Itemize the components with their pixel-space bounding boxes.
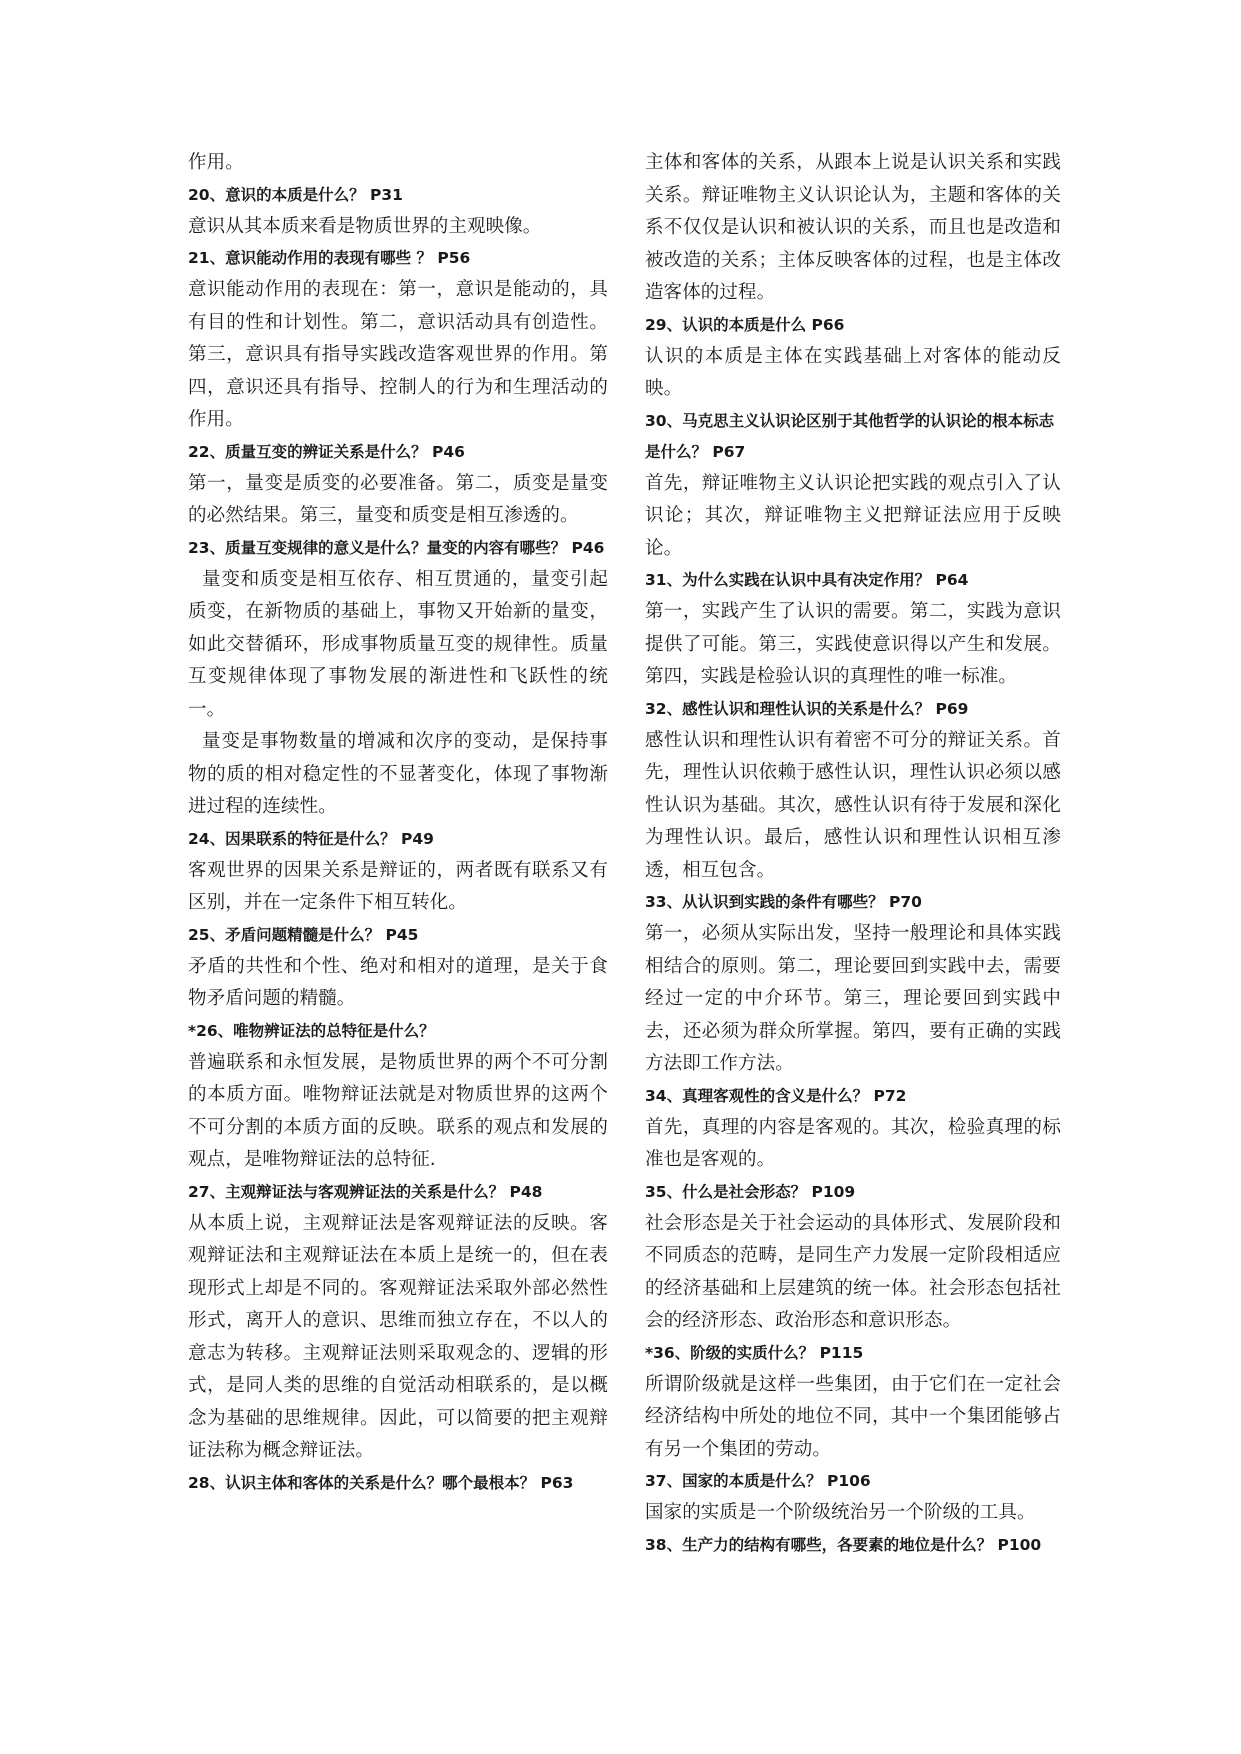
qa-item: [188, 1177, 608, 1468]
question-heading: 20、意识的本质是什么？ P31: [188, 185, 403, 204]
qa-item: [188, 180, 608, 244]
answer-text: 意识从其本质来看是物质世界的主观映像。: [188, 215, 542, 237]
question-heading: *26、唯物辨证法的总特征是什么？: [188, 1021, 435, 1040]
question-heading: 32、感性认识和理性认识的关系是什么？ P69: [645, 699, 969, 718]
qa-item: [645, 887, 1061, 1081]
answer-text: 量变是事物数量的增减和次序的变动，是保持事物的质的相对稳定性的不显著变化，体现了事物渐进过程的连续性。: [188, 731, 608, 817]
answer-text: 社会形态是关于社会运动的具体形式、发展阶段和不同质态的范畴，是同生产力发展一定阶段相适应的经济基础和上层建筑的统一体。社会形态包括社会的经济形态、政治形态和意识形态。: [645, 1212, 1061, 1331]
answer-text: 首先，真理的内容是客观的。其次，检验真理的标准也是客观的。: [645, 1116, 1061, 1170]
qa-item: [188, 243, 608, 437]
question-heading: 21、意识能动作用的表现有哪些 ？ P56: [188, 249, 471, 267]
question-heading: 33、从认识到实践的条件有哪些？ P70: [645, 893, 922, 911]
answer-text: 第一，量变是质变的必要准备。第二，质变是量变的必然结果。第三，量变和质变是相互渗透的。: [188, 472, 608, 526]
question-heading: 38、生产力的结构有哪些，各要素的地位是什么？ P100: [645, 1535, 1042, 1554]
left-column: [188, 147, 608, 1499]
question-heading: 24、因果联系的特征是什么？ P49: [188, 829, 434, 848]
qa-item: [188, 824, 608, 920]
question-heading: *36、阶级的实质什么？ P115: [645, 1343, 864, 1362]
left-qa-list: [188, 180, 608, 1499]
answer-text: 第一，实践产生了认识的需要。第二，实践为意识提供了可能。第三，实践使意识得以产生和发展。第四，实践是检验认识的真理性的唯一标准。: [645, 601, 1061, 687]
question-heading: 35、什么是社会形态？ P109: [645, 1182, 856, 1201]
qa-item: [188, 920, 608, 1016]
answer-text: 认识的本质是主体在实践基础上对客体的能动反映。: [645, 345, 1061, 399]
qa-item: [645, 406, 1061, 566]
question-heading: 29、认识的本质是什么 P66: [645, 315, 845, 334]
question-heading: 30、马克思主义认识论区别于其他哲学的认识论的根本标志是什么？ P67: [645, 411, 1055, 461]
answer-text: 量变和质变是相互依存、相互贯通的，量变引起质变，在新物质的基础上，事物又开始新的量变，如此交替循环，形成事物质量互变的规律性。质量互变规律体现了事物发展的渐进性和飞跃性的统一。: [188, 568, 608, 720]
qa-item: [645, 565, 1061, 694]
question-heading: 28、认识主体和客体的关系是什么？哪个最根本？ P63: [188, 1473, 574, 1492]
qa-item: [645, 1338, 1061, 1467]
qa-item: [188, 437, 608, 533]
question-heading: 34、真理客观性的含义是什么？ P72: [645, 1086, 907, 1105]
right-column: [645, 147, 1061, 1561]
answer-text: 客观世界的因果关系是辩证的，两者既有联系又有区别，并在一定条件下相互转化。: [188, 859, 608, 913]
qa-item: [645, 1466, 1061, 1530]
answer-text: 意识能动作用的表现在：第一，意识是能动的，具有目的性和计划性。第二，意识活动具有创造性。第三，意识具有指导实践改造客观世界的作用。第四，意识还具有指导、控制人的行为和生理活动的作用。: [188, 279, 608, 430]
answer-text: 从本质上说，主观辩证法是客观辩证法的反映。客观辩证法和主观辩证法在本质上是统一的，但在表现形式上却是不同的。客观辩证法采取外部必然性形式，离开人的意识、思维而独立存在，不以人的意志为转移。主观辩证法则采取观念的、逻辑的形式，是同人类的思维的自觉活动相联系的，是以概念为基础的思维规律。因此，可以简要的把主观辩证法称为概念辩证法。: [188, 1212, 608, 1461]
right-lead-text: 主体和客体的关系，从跟本上说是认识关系和实践关系。辩证唯物主义认识论认为，主题和客体的关系不仅仅是认识和被认识的关系，而且也是改造和被改造的关系；主体反映客体的过程，也是主体改造客体的过程。: [645, 152, 1061, 303]
right-qa-list: [645, 310, 1061, 1561]
qa-item: [645, 1081, 1061, 1177]
question-heading: 25、矛盾问题精髓是什么？ P45: [188, 925, 419, 944]
qa-item: [645, 310, 1061, 406]
question-heading: 22、质量互变的辨证关系是什么？ P46: [188, 442, 465, 461]
qa-item: [645, 694, 1061, 888]
qa-item: [188, 533, 608, 824]
question-heading: 23、质量互变规律的意义是什么？量变的内容有哪些？ P46: [188, 538, 605, 557]
answer-text: 所谓阶级就是这样一些集团，由于它们在一定社会经济结构中所处的地位不同，其中一个集团能够占有另一个集团的劳动。: [645, 1373, 1061, 1460]
qa-item: [188, 1468, 608, 1499]
question-heading: 31、为什么实践在认识中具有决定作用？ P64: [645, 571, 969, 589]
answer-text: 普遍联系和永恒发展，是物质世界的两个不可分割的本质方面。唯物辩证法就是对物质世界的这两个不可分割的本质方面的反映。联系的观点和发展的观点，是唯物辩证法的总特征.: [188, 1051, 608, 1170]
question-heading: 37、国家的本质是什么？ P106: [645, 1472, 871, 1490]
answer-text: 国家的实质是一个阶级统治另一个阶级的工具。: [645, 1502, 1036, 1523]
qa-item: [188, 1016, 608, 1177]
answer-text: 第一，必须从实际出发，坚持一般理论和具体实践相结合的原则。第二，理论要回到实践中去，需要经过一定的中介环节。第三，理论要回到实践中去，还必须为群众所掌握。第四，要有正确的实践方法即工作方法。: [645, 923, 1061, 1074]
answer-text: 感性认识和理性认识有着密不可分的辩证关系。首先，理性认识依赖于感性认识，理性认识必须以感性认识为基础。其次，感性认识有待于发展和深化为理性认识。最后，感性认识和理性认识相互渗透，相互包含。: [645, 729, 1061, 881]
qa-item: [645, 1177, 1061, 1338]
answer-text: 首先，辩证唯物主义认识论把实践的观点引入了认识论；其次，辩证唯物主义把辩证法应用于反映论。: [645, 472, 1061, 559]
qa-item: [645, 1530, 1061, 1561]
left-lead-text: 作用。: [188, 152, 244, 173]
answer-text: 矛盾的共性和个性、绝对和相对的道理，是关于食物矛盾问题的精髓。: [188, 955, 608, 1009]
question-heading: 27、主观辩证法与客观辨证法的关系是什么？ P48: [188, 1182, 543, 1201]
